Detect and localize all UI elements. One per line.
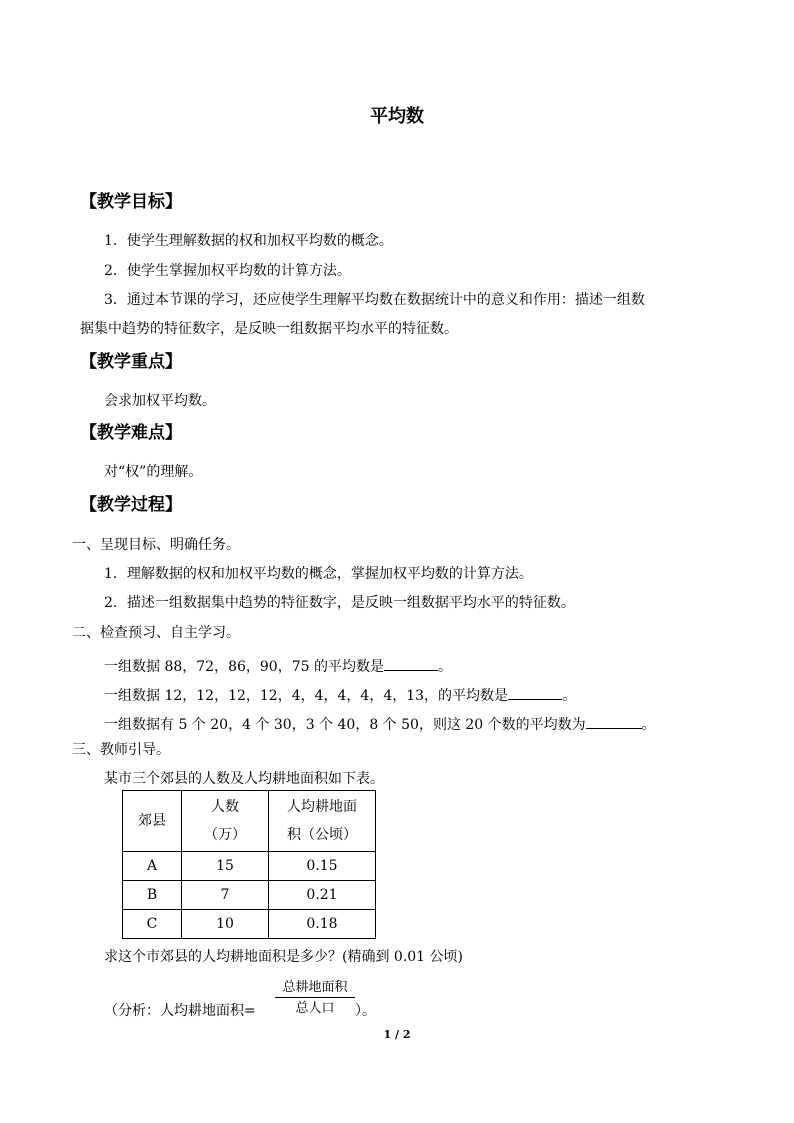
- cell-area: 0.21: [269, 881, 376, 910]
- header-population-line-1: 人数: [211, 799, 239, 815]
- fraction-denominator: 总人口: [295, 1001, 335, 1016]
- section-heading-difficulty: 【教学难点】: [80, 423, 182, 443]
- table-row: [123, 910, 376, 939]
- cell-population: 7: [182, 881, 269, 910]
- page-number: 1 / 2: [383, 1028, 411, 1041]
- step-3-heading: 三、教师引导。: [72, 742, 170, 758]
- step-1-heading: 一、呈现目标、明确任务。: [72, 537, 240, 553]
- header-area: [269, 791, 376, 852]
- exercise-2-end: 。: [562, 688, 577, 704]
- page-title: 平均数: [370, 106, 424, 127]
- fraction: [275, 981, 355, 1015]
- cell-county: B: [123, 881, 182, 910]
- step-1-item-2: 2．描述一组数据集中趋势的特征数字，是反映一组数据平均水平的特征数。: [104, 595, 575, 611]
- table-intro: 某市三个郊县的人数及人均耕地面积如下表。: [104, 771, 384, 787]
- cell-population: 15: [182, 852, 269, 881]
- key-point-text: 会求加权平均数。: [104, 393, 216, 409]
- difficulty-point-text: 对“权”的理解。: [104, 464, 203, 480]
- exercise-3-text: 一组数据有 5 个 20，4 个 30，3 个 40，8 个 50，则这 20 个数的平均数为: [104, 717, 586, 733]
- answer-blank-2: [508, 685, 562, 700]
- section-heading-goals: 【教学目标】: [80, 192, 182, 212]
- header-county: 郊县: [123, 791, 182, 852]
- header-area-line-1: 人均耕地面: [287, 799, 357, 815]
- cell-county: C: [123, 910, 182, 939]
- cell-county: A: [123, 852, 182, 881]
- exercise-2-text: 一组数据 12，12，12，12，4，4，4，4，4，13，的平均数是: [104, 688, 509, 704]
- step-1-item-1: 1．理解数据的权和加权平均数的概念，掌握加权平均数的计算方法。: [104, 566, 533, 582]
- table-row: [123, 852, 376, 881]
- analysis-suffix: ）。: [355, 1003, 376, 1019]
- analysis-prefix: （分析：人均耕地面积=: [104, 1003, 256, 1019]
- answer-blank-3: [586, 714, 642, 729]
- goal-item-2: 2．使学生掌握加权平均数的计算方法。: [104, 263, 351, 279]
- exercise-3-end: 。: [641, 717, 656, 733]
- step-2-heading: 二、检查预习、自主学习。: [72, 625, 240, 641]
- section-heading-process: 【教学过程】: [80, 495, 182, 515]
- header-area-line-2: 积（公顷）: [287, 827, 357, 843]
- answer-blank-1: [384, 656, 438, 671]
- county-data-table: [122, 790, 376, 939]
- goal-item-3-line-1: 3．通过本节课的学习，还应使学生理解平均数在数据统计中的意义和作用：描述一组数: [104, 292, 645, 308]
- exercise-1-text: 一组数据 88，72，86，90，75 的平均数是: [104, 659, 384, 675]
- goal-item-1: 1．使学生理解数据的权和加权平均数的概念。: [104, 233, 393, 249]
- fraction-numerator: 总耕地面积: [275, 981, 355, 998]
- exercise-1: [104, 656, 452, 674]
- question-text: 求这个市郊县的人均耕地面积是多少？(精确到 0.01 公顷): [104, 949, 463, 965]
- section-heading-key: 【教学重点】: [80, 352, 182, 372]
- cell-area: 0.15: [269, 852, 376, 881]
- cell-area: 0.18: [269, 910, 376, 939]
- goal-item-3-line-2: 据集中趋势的特征数字，是反映一组数据平均水平的特征数。: [80, 321, 458, 337]
- header-population: [182, 791, 269, 852]
- exercise-2: [104, 685, 576, 703]
- table-header-row: [123, 791, 376, 852]
- exercise-3: [104, 714, 656, 732]
- cell-population: 10: [182, 910, 269, 939]
- header-population-line-2: （万）: [204, 827, 246, 843]
- table-row: [123, 881, 376, 910]
- exercise-1-end: 。: [437, 659, 452, 675]
